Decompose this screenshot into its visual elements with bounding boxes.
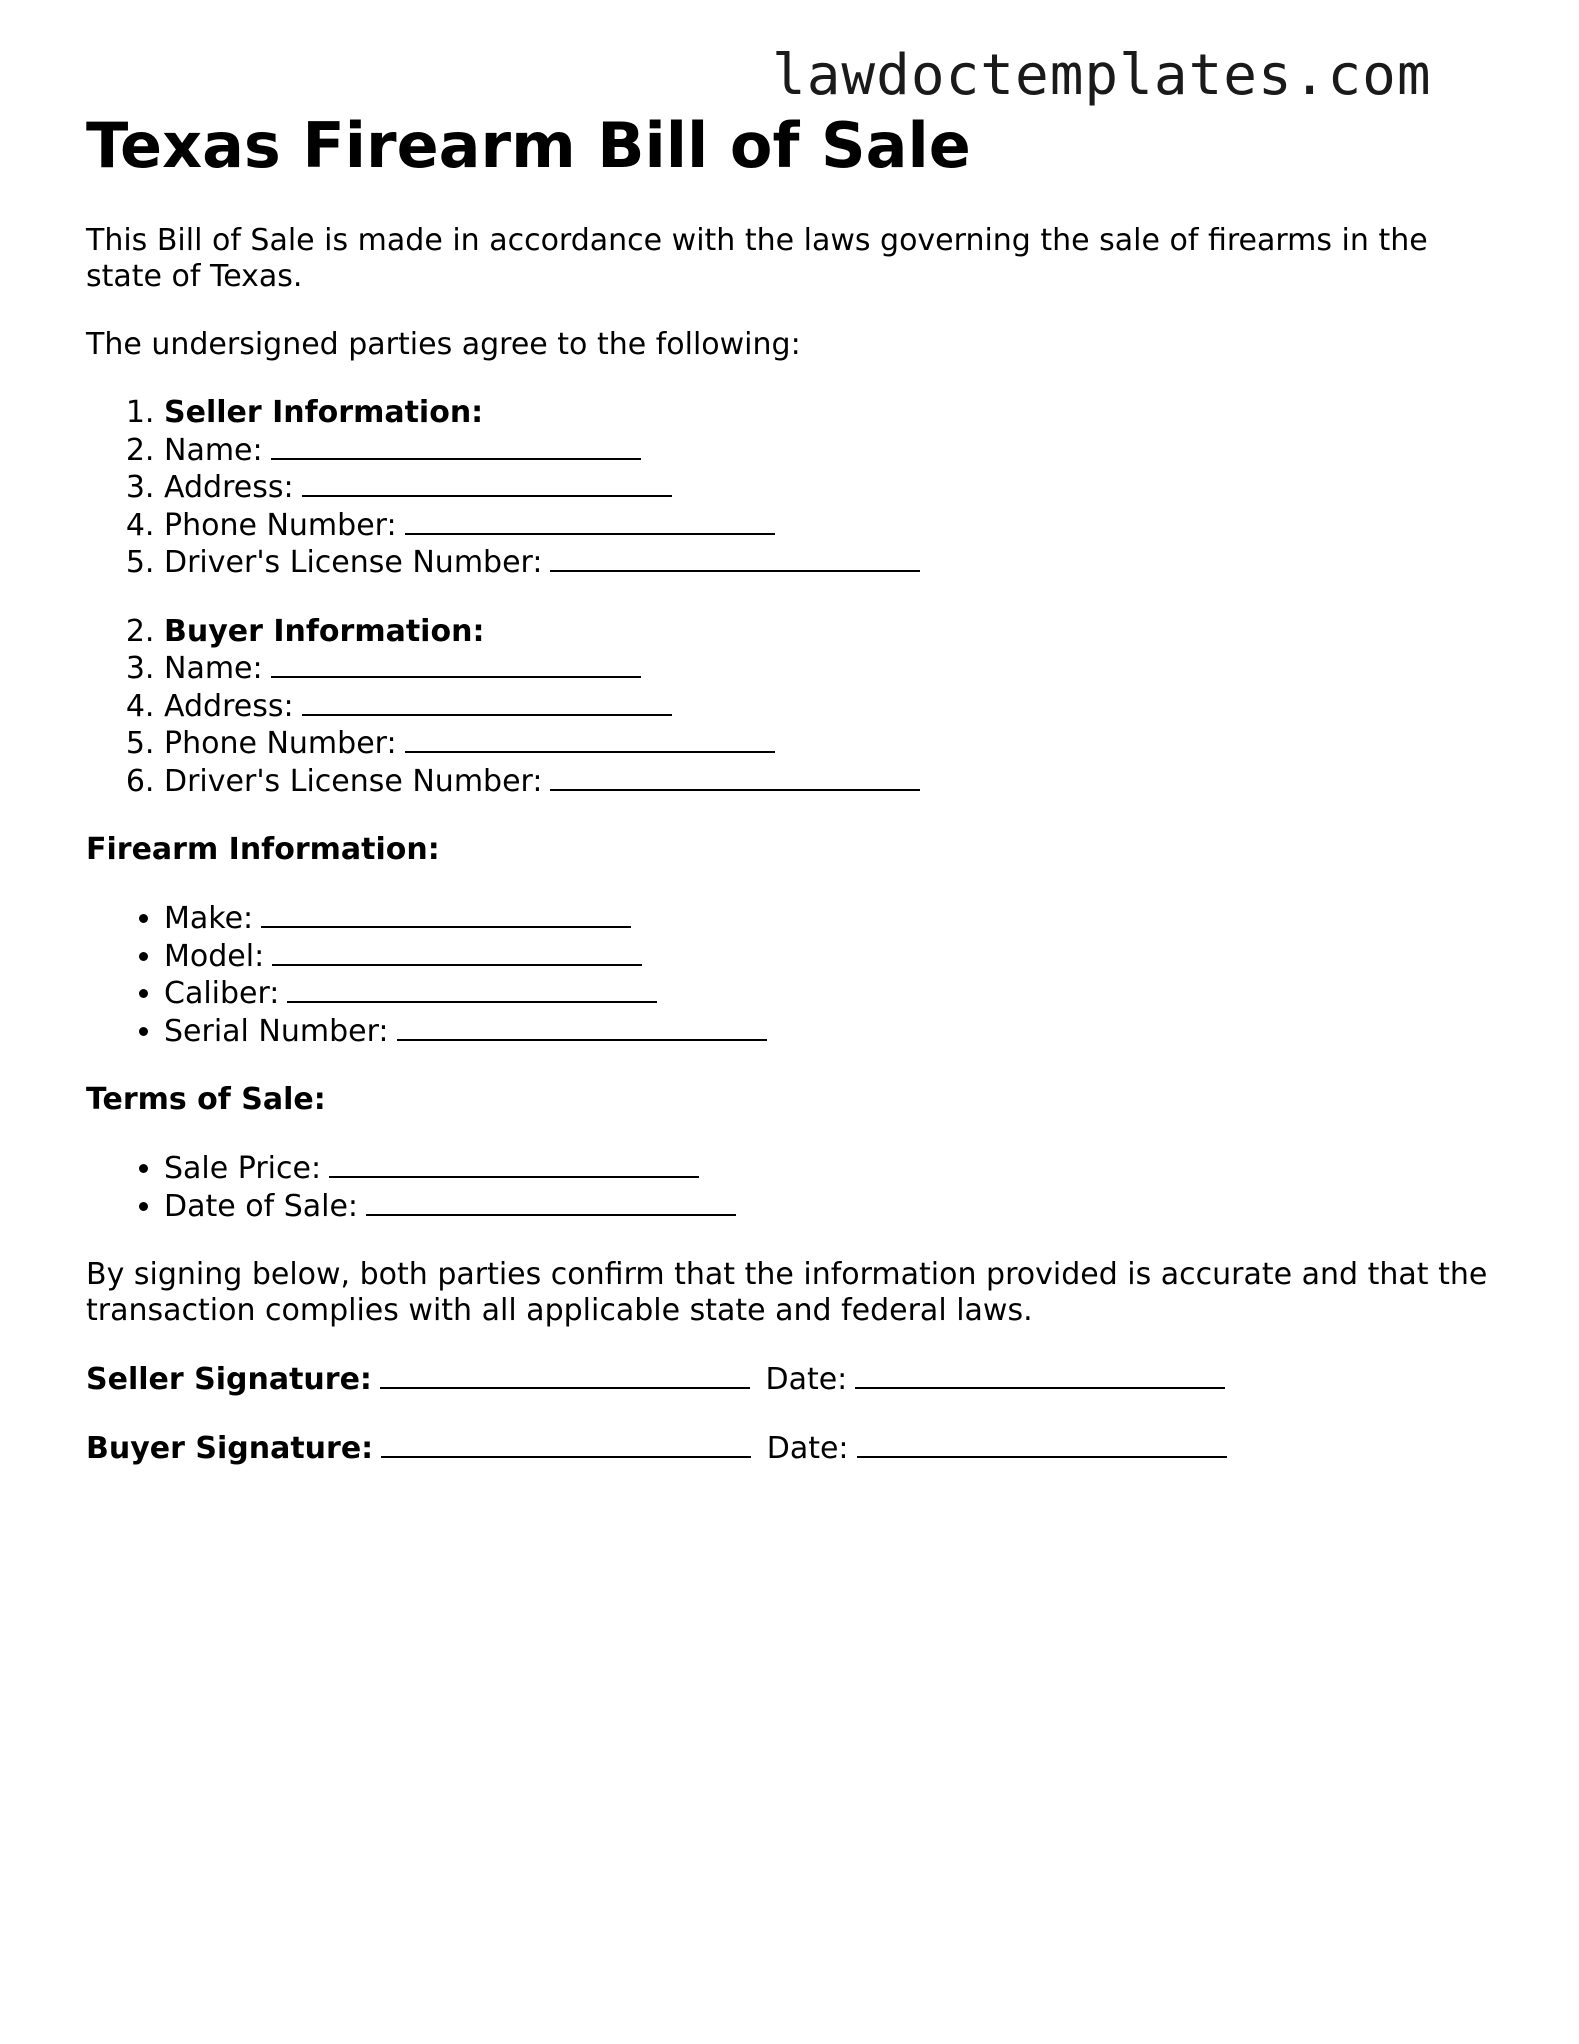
agreement-paragraph: The undersigned parties agree to the following: bbox=[86, 327, 801, 363]
seller-license-field: 5. Driver's License Number: bbox=[164, 544, 1506, 582]
seller-address-field: 3. Address: bbox=[164, 469, 1506, 507]
buyer-name-blank[interactable] bbox=[271, 650, 641, 678]
sale-price-field: • Sale Price: bbox=[164, 1150, 1506, 1188]
seller-heading: 1. Seller Information: bbox=[164, 395, 1506, 432]
buyer-phone-blank[interactable] bbox=[405, 725, 775, 753]
seller-phone-field: 4. Phone Number: bbox=[164, 507, 1506, 545]
firearm-serial-field: • Serial Number: bbox=[164, 1013, 1506, 1051]
firearm-heading: Firearm Information: bbox=[86, 832, 440, 868]
terms-section bbox=[86, 1150, 1506, 1225]
buyer-section bbox=[86, 614, 1506, 801]
firearm-caliber-blank[interactable] bbox=[287, 975, 657, 1003]
seller-phone-blank[interactable] bbox=[405, 507, 775, 535]
firearm-model-field: • Model: bbox=[164, 938, 1506, 976]
sale-date-field: • Date of Sale: bbox=[164, 1188, 1506, 1226]
seller-date-label: Date: bbox=[765, 1362, 848, 1398]
firearm-make-field: • Make: bbox=[164, 900, 1506, 938]
buyer-address-blank[interactable] bbox=[302, 688, 672, 716]
buyer-signature-label: Buyer Signature: bbox=[86, 1431, 374, 1467]
firearm-serial-blank[interactable] bbox=[397, 1013, 767, 1041]
buyer-signature-blank[interactable] bbox=[381, 1430, 751, 1458]
seller-address-blank[interactable] bbox=[302, 469, 672, 497]
seller-name-field: 2. Name: bbox=[164, 432, 1506, 470]
site-watermark: lawdoctemplates.com bbox=[772, 43, 1432, 108]
intro-paragraph: This Bill of Sale is made in accordance with the laws governing the sale of firearms in the state of Texas. bbox=[86, 223, 1428, 295]
seller-section bbox=[86, 395, 1506, 582]
buyer-signature-line bbox=[86, 1430, 1506, 1467]
seller-signature-line bbox=[86, 1361, 1506, 1398]
firearm-make-blank[interactable] bbox=[261, 900, 631, 928]
firearm-section bbox=[86, 900, 1506, 1050]
seller-signature-blank[interactable] bbox=[380, 1361, 750, 1389]
sale-date-blank[interactable] bbox=[366, 1188, 736, 1216]
terms-heading: Terms of Sale: bbox=[86, 1082, 326, 1118]
buyer-license-field: 6. Driver's License Number: bbox=[164, 763, 1506, 801]
buyer-date-label: Date: bbox=[766, 1431, 849, 1467]
buyer-date-blank[interactable] bbox=[857, 1430, 1227, 1458]
buyer-license-blank[interactable] bbox=[550, 763, 920, 791]
seller-name-blank[interactable] bbox=[271, 432, 641, 460]
seller-signature-label: Seller Signature: bbox=[86, 1362, 372, 1398]
firearm-model-blank[interactable] bbox=[272, 938, 642, 966]
buyer-name-field: 3. Name: bbox=[164, 650, 1506, 688]
buyer-phone-field: 5. Phone Number: bbox=[164, 725, 1506, 763]
seller-license-blank[interactable] bbox=[550, 544, 920, 572]
document-title: Texas Firearm Bill of Sale bbox=[86, 109, 971, 182]
buyer-heading: 2. Buyer Information: bbox=[164, 614, 1506, 651]
confirmation-paragraph: By signing below, both parties confirm that the information provided is accurate and that the transaction complies with all applicable state and federal laws. bbox=[86, 1257, 1488, 1329]
firearm-caliber-field: • Caliber: bbox=[164, 975, 1506, 1013]
buyer-address-field: 4. Address: bbox=[164, 688, 1506, 726]
document-page bbox=[86, 110, 1506, 1499]
seller-date-blank[interactable] bbox=[855, 1361, 1225, 1389]
sale-price-blank[interactable] bbox=[329, 1150, 699, 1178]
